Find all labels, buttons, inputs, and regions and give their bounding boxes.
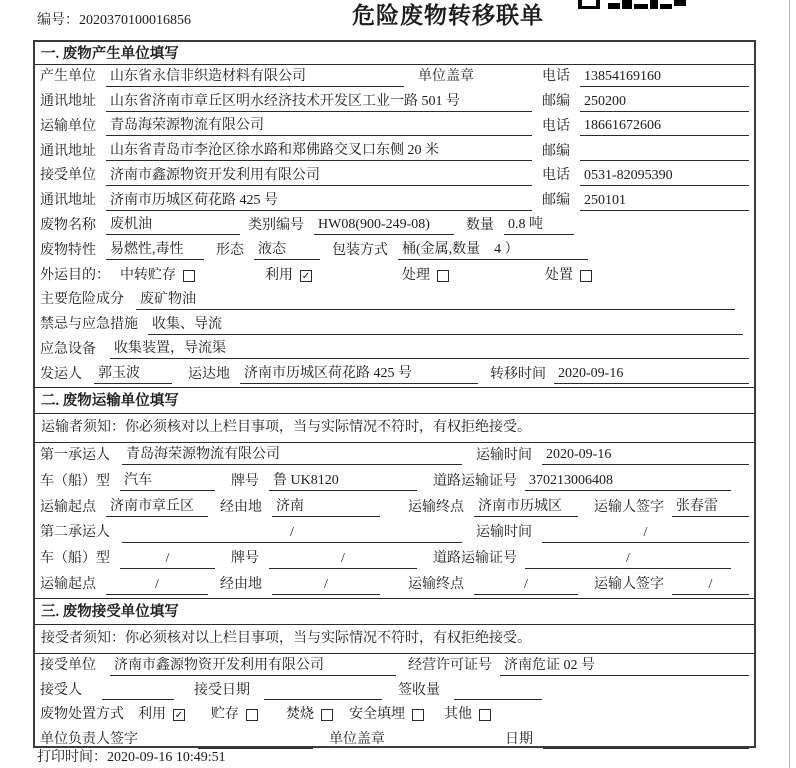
field-value: 废机油	[106, 216, 240, 235]
field-value: 汽车	[120, 472, 215, 491]
field-label: 牌号	[231, 551, 259, 567]
field-value: 18661672606	[580, 117, 749, 136]
field-label: 道路运输证号	[433, 473, 517, 489]
row-vehicle-1	[35, 469, 754, 495]
field-value	[102, 682, 174, 700]
field-label: 通讯地址	[40, 193, 96, 209]
field-label: 产生单位	[40, 69, 96, 85]
field-value: 张春雷	[672, 498, 749, 517]
field-label: 车（船）型	[40, 473, 110, 489]
row-producer-address	[35, 90, 754, 115]
row-receiving-unit	[35, 654, 754, 679]
field-value: 鲁 UK8120	[269, 472, 417, 491]
field-value: /	[122, 524, 462, 543]
field-label: 运输起点	[40, 499, 96, 515]
page-title: 危险废物转移联单	[352, 3, 544, 28]
field-value: HW08(900-249-08)	[314, 216, 454, 235]
field-label: 经由地	[220, 577, 262, 592]
field-label: 发运人	[40, 366, 82, 382]
field-label: 运输单位	[40, 118, 96, 134]
field-value: 济南市章丘区	[106, 498, 208, 517]
field-value: 郭玉波	[94, 365, 172, 384]
field-label: 废物特性	[40, 242, 96, 258]
field-label: 运输起点	[40, 577, 96, 592]
field-label: 邮编	[542, 94, 570, 110]
checkbox-utilize: ✓	[301, 270, 311, 282]
field-label: 运输终点	[408, 499, 464, 515]
option-label: 处置	[545, 267, 573, 283]
row-vehicle-2	[35, 546, 754, 572]
row-route-1	[35, 495, 754, 521]
field-label: 牌号	[231, 473, 259, 489]
field-value: 济南危证 02 号	[500, 657, 749, 676]
field-label: 运输时间	[476, 525, 532, 541]
field-label: 应急设备	[40, 341, 96, 357]
field-value	[454, 682, 542, 700]
field-value: 废矿物油	[136, 291, 735, 310]
field-value: /	[672, 576, 749, 595]
option-label: 贮存	[211, 707, 239, 723]
section3-title: 三. 废物接受单位填写	[35, 599, 754, 625]
option-label: 利用	[138, 707, 166, 723]
option-label: 安全填埋	[349, 707, 405, 723]
field-label: 第二承运人	[40, 525, 110, 541]
field-value: /	[269, 550, 417, 569]
option-label: 焚烧	[286, 707, 314, 723]
field-value: 青岛海荣源物流有限公司	[122, 446, 462, 465]
row-first-carrier	[35, 443, 754, 469]
print-time: 打印时间：2020-09-16 10:49:51	[37, 750, 226, 765]
row-waste-characteristics	[35, 238, 754, 263]
field-value: 济南	[272, 498, 380, 517]
field-label: 邮编	[542, 193, 570, 209]
row-route-2	[35, 572, 754, 598]
field-value: 山东省永信非织造材料有限公司	[106, 68, 404, 87]
field-label: 接受单位	[40, 168, 96, 184]
field-value: /	[106, 576, 208, 595]
section1-title: 一. 废物产生单位填写	[35, 42, 754, 65]
field-value: 2020-09-16	[542, 446, 749, 465]
field-label: 运输终点	[408, 577, 464, 592]
field-label: 外运目的：	[40, 267, 110, 283]
field-label: 运达地	[188, 366, 230, 382]
row-disposal-method	[35, 703, 754, 728]
qr-code-fragment	[578, 0, 686, 9]
field-label: 接受人	[40, 682, 82, 698]
field-value: 济南市历城区荷花路 425 号	[240, 365, 478, 384]
field-label: 经营许可证号	[408, 658, 492, 674]
field-label: 接受日期	[194, 682, 250, 698]
field-label: 邮编	[542, 143, 570, 159]
row-transfer-purpose	[35, 263, 754, 288]
field-label: 经由地	[220, 499, 262, 515]
checkbox-other	[479, 709, 491, 721]
field-value: /	[542, 524, 749, 543]
option-treat	[402, 267, 449, 285]
field-value: /	[474, 576, 578, 595]
field-label: 禁忌与应急措施	[40, 317, 138, 333]
field-value: 桶(金属,数量 4 ）	[398, 241, 588, 260]
checkbox-incinerate	[321, 709, 333, 721]
field-value	[543, 731, 749, 749]
form-table	[33, 40, 756, 748]
field-label: 转移时间	[490, 366, 546, 382]
field-label: 道路运输证号	[433, 551, 517, 567]
field-value: 250200	[580, 93, 749, 112]
field-label: 通讯地址	[40, 94, 96, 110]
row-main-hazard	[35, 288, 754, 313]
field-label: 形态	[216, 242, 244, 258]
field-label: 通讯地址	[40, 143, 96, 159]
option-label: 中转贮存	[120, 267, 176, 283]
section-receiver	[35, 598, 754, 752]
field-label: 电话	[542, 168, 570, 184]
field-value: 收集、导流	[148, 316, 743, 335]
field-value: 易燃性,毒性	[106, 241, 204, 260]
option-landfill	[349, 706, 424, 724]
checkbox-utilize: ✓	[174, 710, 184, 722]
row-emergency-measures	[35, 313, 754, 338]
transporter-notice: 运输者须知：你必须核对以上栏目事项，当与实际情况不符时，有权拒绝接受。	[35, 414, 754, 443]
field-label: 运输人签字	[594, 499, 664, 515]
field-value: 青岛海荣源物流有限公司	[106, 117, 532, 136]
field-label: 废物名称	[40, 217, 96, 233]
section-transporter	[35, 387, 754, 598]
option-transit-storage	[120, 267, 195, 285]
field-label: 包装方式	[332, 242, 388, 258]
field-label: 第一承运人	[40, 447, 110, 463]
field-label: 运输人签字	[594, 577, 664, 592]
row-transporter-unit	[35, 115, 754, 140]
field-label: 单位盖章	[329, 731, 385, 747]
section2-title: 二. 废物运输单位填写	[35, 388, 754, 414]
row-waste-name	[35, 214, 754, 239]
checkbox-treat	[437, 270, 449, 282]
row-second-carrier	[35, 520, 754, 546]
row-receiver-person	[35, 678, 754, 703]
checkbox-store	[246, 709, 258, 721]
option-dispose	[545, 267, 592, 285]
field-label: 运输时间	[476, 447, 532, 463]
option-label: 其他	[444, 707, 472, 723]
option-other	[444, 706, 491, 724]
field-label: 类别编号	[248, 217, 304, 233]
field-value: /	[525, 550, 731, 569]
option-label: 利用	[265, 267, 293, 283]
field-value: 13854169160	[580, 68, 749, 87]
field-value: 0531-82095390	[580, 167, 749, 186]
checkbox-dispose	[580, 270, 592, 282]
row-receiver-unit	[35, 164, 754, 189]
field-label: 废物处置方式	[40, 707, 124, 723]
section-producer	[35, 42, 754, 387]
row-transporter-address	[35, 139, 754, 164]
field-value: 0.8 吨	[504, 216, 574, 235]
checkbox-landfill	[412, 709, 424, 721]
receiver-notice: 接受者须知：你必须核对以上栏目事项，当与实际情况不符时，有权拒绝接受。	[35, 625, 754, 654]
field-value: 济南市历城区荷花路 425 号	[106, 192, 532, 211]
field-label: 单位盖章	[418, 69, 474, 85]
field-value: 收集装置，导流渠	[110, 340, 749, 359]
field-value: /	[272, 576, 380, 595]
field-value: 370213006408	[525, 472, 731, 491]
row-emergency-equipment	[35, 337, 754, 362]
field-value: 250101	[580, 192, 749, 211]
doc-number-label: 编号：	[37, 13, 79, 28]
option-utilize	[265, 267, 312, 285]
field-label: 车（船）型	[40, 551, 110, 567]
field-label: 签收量	[398, 682, 440, 698]
scan-page-edge	[789, 0, 790, 768]
doc-number	[37, 12, 191, 30]
option-incinerate	[286, 706, 333, 724]
option-label: 处理	[402, 267, 430, 283]
field-value: /	[120, 550, 215, 569]
field-value	[264, 682, 382, 700]
field-label: 数量	[466, 217, 494, 233]
field-value: 山东省青岛市李沧区徐水路和郑佛路交叉口东侧 20 米	[106, 142, 532, 161]
field-value: 济南市鑫源物资开发利用有限公司	[110, 657, 396, 676]
field-value: 济南市历城区	[474, 498, 578, 517]
row-receiver-address	[35, 189, 754, 214]
field-label: 接受单位	[40, 658, 96, 674]
field-label: 日期	[505, 731, 533, 747]
row-producer-unit	[35, 65, 754, 90]
field-label: 电话	[542, 118, 570, 134]
field-value	[580, 143, 749, 161]
option-store	[211, 706, 258, 724]
doc-number-value: 2020370100016856	[79, 13, 191, 28]
option-utilize	[138, 706, 185, 724]
row-consignor	[35, 362, 754, 387]
field-value: 液态	[254, 241, 320, 260]
field-value: 2020-09-16	[554, 365, 749, 384]
field-value	[198, 731, 313, 749]
field-value: 山东省济南市章丘区明水经济技术开发区工业一路 501 号	[106, 93, 532, 112]
checkbox-transit-storage	[183, 270, 195, 282]
field-label: 电话	[542, 69, 570, 85]
field-label: 单位负责人签字	[40, 731, 138, 747]
field-value: 济南市鑫源物资开发利用有限公司	[106, 167, 532, 186]
field-label: 主要危险成分	[40, 292, 124, 308]
